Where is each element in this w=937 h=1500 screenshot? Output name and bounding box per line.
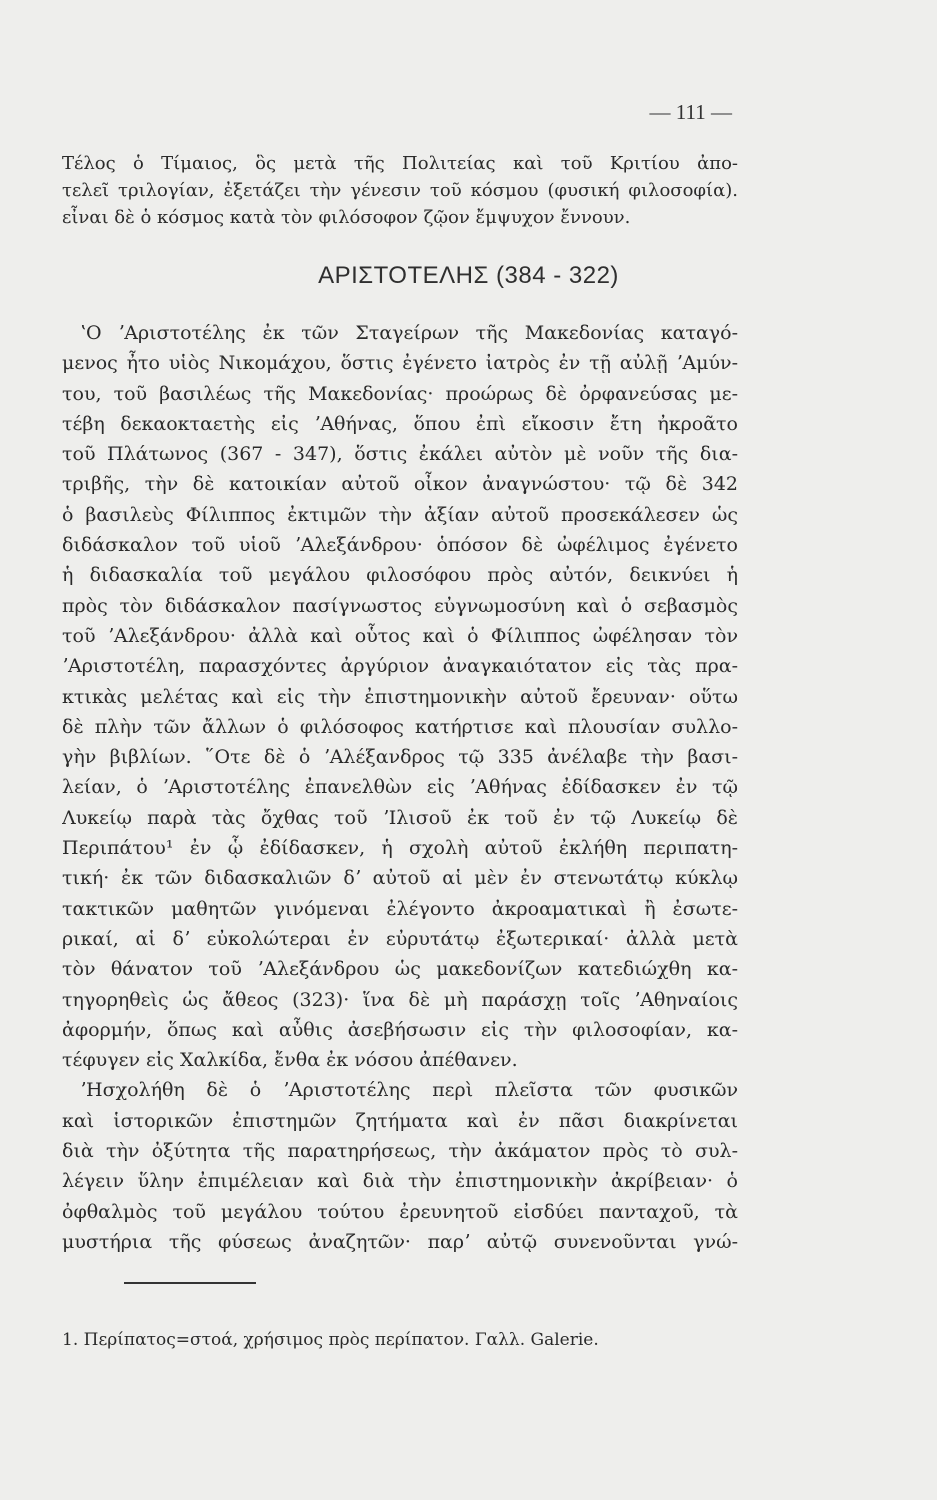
- text-line: τὸν θάνατον τοῦ ʼΑλεξάνδρου ὡς μακεδονίζων κατεδιώχθη κα-: [62, 958, 738, 981]
- text-line: τική· ἐκ τῶν διδασκαλιῶν δʼ αὐτοῦ αἱ μὲν ἐν στενωτάτῳ κύκλῳ: [62, 867, 738, 890]
- text-line: διδάσκαλον τοῦ υἱοῦ ʼΑλεξάνδρου· ὁπόσον δὲ ὠφέλιμος ἐγένετο: [62, 534, 738, 557]
- text-line: τέβη δεκαοκταετὴς εἰς ʼΑθήνας, ὅπου ἐπὶ εἴκοσιν ἔτη ἠκροᾶτο: [62, 412, 738, 435]
- text-line: Περιπάτου¹ ἐν ᾧ ἐδίδασκεν, ἡ σχολὴ αὐτοῦ ἐκλήθη περιπατη-: [62, 837, 738, 860]
- section-heading: ΑΡΙΣΤΟΤΕΛΗΣ (384 - 322): [318, 262, 619, 289]
- text-line: τακτικῶν μαθητῶν γινόμεναι ἐλέγοντο ἀκροαματικαὶ ἢ ἐσωτε-: [62, 897, 738, 920]
- text-line: Λυκείῳ παρὰ τὰς ὄχθας τοῦ ʼΙλισοῦ ἐκ τοῦ ἐν τῷ Λυκείῳ δὲ: [62, 806, 738, 829]
- text-line: μυστήρια τῆς φύσεως ἀναζητῶν· παρʼ αὐτῷ συνενοῦνται γνώ-: [62, 1230, 738, 1253]
- text-line: διὰ τὴν ὀξύτητα τῆς παρατηρήσεως, τὴν ἀκάματον πρὸς τὸ συλ-: [62, 1140, 738, 1163]
- text-line: μενος ἦτο υἱὸς Νικομάχου, ὅστις ἐγένετο ἰατρὸς ἐν τῇ αὐλῇ ʼΑμύν-: [62, 352, 738, 375]
- text-line: τοῦ Πλάτωνος (367 - 347), ὅστις ἐκάλει αὐτὸν μὲ νοῦν τῆς δια-: [62, 443, 738, 466]
- text-line: λείαν, ὁ ʼΑριστοτέλης ἐπανελθὼν εἰς ʼΑθήνας ἐδίδασκεν ἐν τῷ: [62, 776, 738, 799]
- page-number: — 111 —: [649, 100, 732, 124]
- text-line: τοῦ ʼΑλεξάνδρου· ἀλλὰ καὶ οὗτος καὶ ὁ Φίλιππος ὠφέλησαν τὸν: [62, 624, 738, 647]
- main-text: [62, 318, 738, 1350]
- text-line: ρικαί, αἱ δʼ εὐκολώτεραι ἐν εὐρυτάτῳ ἐξωτερικαί· ἀλλὰ μετὰ: [62, 927, 738, 950]
- text-line: εἶναι δὲ ὁ κόσμος κατὰ τὸν φιλόσοφον ζῷον ἔμψυχον ἔννουν.: [62, 207, 631, 228]
- footnote-divider: [124, 1282, 256, 1284]
- text-line: ἀφορμήν, ὅπως καὶ αὖθις ἀσεβήσωσιν εἰς τὴν φιλοσοφίαν, κα-: [62, 1018, 738, 1041]
- text-line: ʽΟ ʼΑριστοτέλης ἐκ τῶν Σταγείρων τῆς Μακεδονίας καταγό-: [80, 322, 738, 344]
- footnote: 1. Περίπατος=στοά, χρήσιμος πρὸς περίπατον. Γαλλ. Galerie.: [62, 1330, 599, 1350]
- text-line: ἡ διδασκαλία τοῦ μεγάλου φιλοσόφου πρὸς αὐτόν, δεικνύει ἡ: [62, 564, 738, 587]
- text-line: τέφυγεν εἰς Χαλκίδα, ἔνθα ἐκ νόσου ἀπέθανεν.: [62, 1049, 518, 1072]
- intro-paragraph: [62, 150, 738, 231]
- text-line: λέγειν ὕλην ἐπιμέλειαν καὶ διὰ τὴν ἐπιστημονικὴν ἀκρίβειαν· ὁ: [62, 1170, 738, 1193]
- text-line: δὲ πλὴν τῶν ἄλλων ὁ φιλόσοφος κατήρτισε καὶ πλουσίαν συλλο-: [62, 715, 738, 738]
- text-line: ὁ βασιλεὺς Φίλιππος ἐκτιμῶν τὴν ἀξίαν αὐτοῦ προσεκάλεσεν ὡς: [62, 503, 738, 526]
- text-line: γὴν βιβλίων. ῞Οτε δὲ ὁ ʼΑλέξανδρος τῷ 335 ἀνέλαβε τὴν βασι-: [62, 746, 738, 769]
- text-line: του, τοῦ βασιλέως τῆς Μακεδονίας· προώρως δὲ ὀρφανεύσας με-: [62, 382, 738, 405]
- text-line: καὶ ἱστορικῶν ἐπιστημῶν ζητήματα καὶ ἐν πᾶσι διακρίνεται: [62, 1109, 738, 1132]
- text-line: τελεῖ τριλογίαν, ἐξετάζει τὴν γένεσιν τοῦ κόσμου (φυσική φιλοσοφία).: [62, 180, 738, 201]
- text-line: τηγορηθεὶς ὡς ἄθεος (323)· ἵνα δὲ μὴ παράσχῃ τοῖς ʼΑθηναίοις: [62, 988, 738, 1011]
- text-line: κτικὰς μελέτας καὶ εἰς τὴν ἐπιστημονικὴν αὐτοῦ ἔρευναν· οὕτω: [62, 685, 738, 708]
- text-line: τριβῆς, τὴν δὲ κατοικίαν αὐτοῦ οἶκον ἀναγνώστου· τῷ δὲ 342: [62, 473, 738, 496]
- text-line: Τέλος ὁ Τίμαιος, ὃς μετὰ τῆς Πολιτείας καὶ τοῦ Κριτίου ἀπο-: [62, 153, 738, 174]
- text-line: πρὸς τὸν διδάσκαλον πασίγνωστος εὐγνωμοσύνη καὶ ὁ σεβασμὸς: [62, 594, 738, 617]
- text-line: ʼΑριστοτέλη, παρασχόντες ἀργύριον ἀναγκαιότατον εἰς τὰς πρα-: [62, 655, 738, 678]
- text-line: ὀφθαλμὸς τοῦ μεγάλου τούτου ἐρευνητοῦ εἰσδύει πανταχοῦ, τὰ: [62, 1200, 738, 1223]
- text-line: ʼΗσχολήθη δὲ ὁ ʼΑριστοτέλης περὶ πλεῖστα τῶν φυσικῶν: [80, 1079, 738, 1102]
